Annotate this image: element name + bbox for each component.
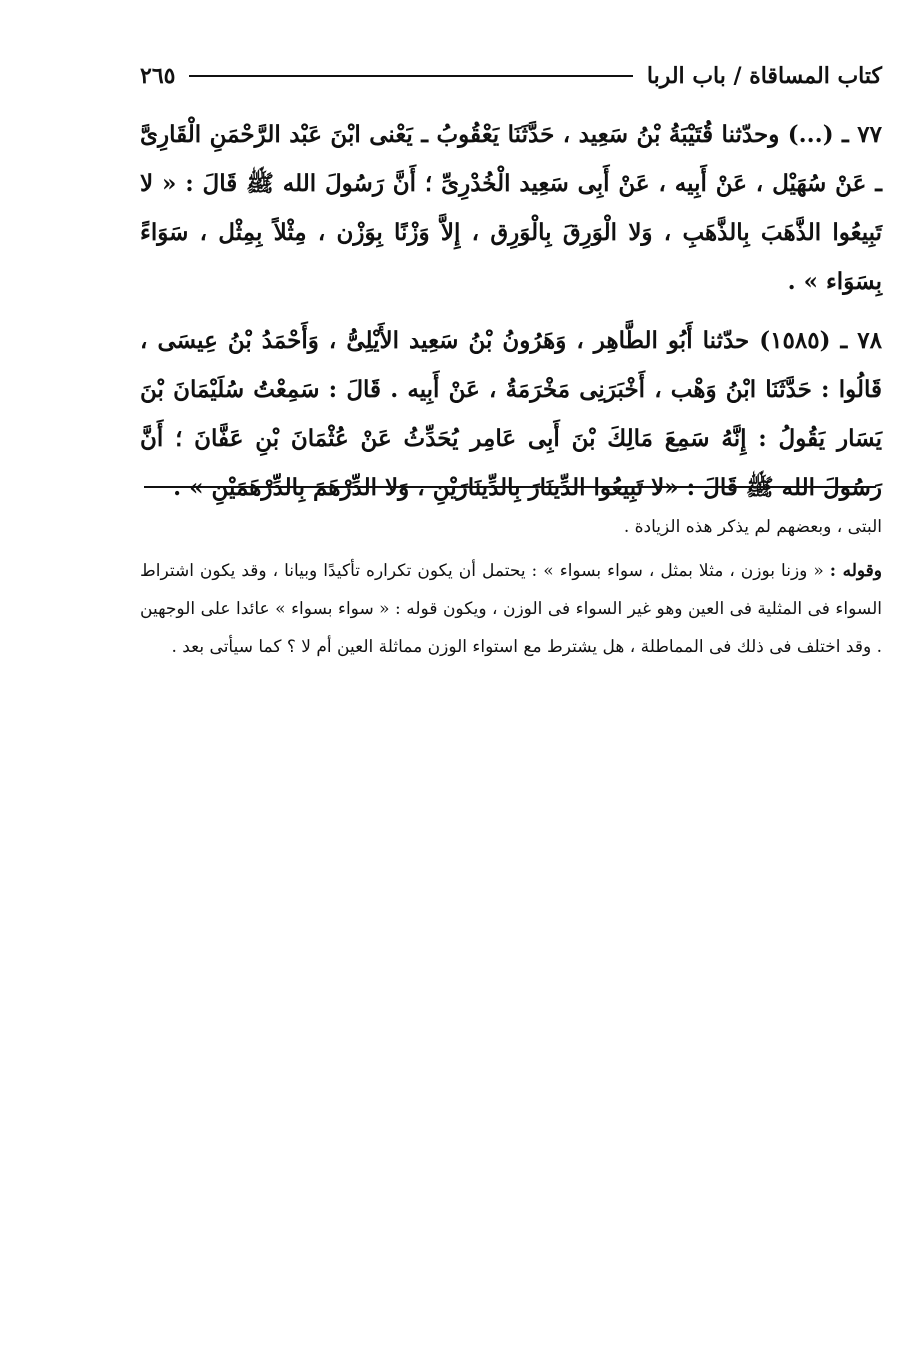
footnote-separator [144,486,876,488]
commentary-body: « وزنا بوزن ، مثلا بمثل ، سواء بسواء » : يحتمل أن يكون تكراره تأكيدًا وبيانا ، وقد يكون اشتراط السواء فى المثلية فى العين وهو غير السواء فى الوزن ، ويكون قوله : « سواء بسواء » عائدا على الوجهين . وقد اختلف فى ذلك فى المماطلة ، هل يشترط مع استواء الوزن مماثلة العين أم لا ؟ كما سيأتى بعد . [140,561,882,657]
header-rule [189,75,632,77]
running-title: كتاب المساقاة / باب الربا [646,63,882,89]
commentary-line-1: البتى ، وبعضهم لم يذكر هذه الزيادة . [623,517,882,537]
commentary-block [140,508,882,672]
hadith-78: ٧٨ ـ (١٥٨٥) حدّثنا أَبُو الطَّاهِر ، وَهَرُونُ بْنُ سَعِيد الأَيْلِىُّ ، وَأَحْمَدُ بْنُ عِيسَى ، قَالُوا : حَدَّثَنَا ابْنُ وَهْب ، أَخْبَرَنِى مَخْرَمَةُ ، عَنْ أَبِيه . قَالَ : سَمِعْتُ سُلَيْمَانَ بْنَ يَسَار يَقُولُ : إِنَّهُ سَمِعَ مَالِكَ بْنَ أَبِى عَامِر يُحَدِّثُ عَنْ عُثْمَانَ بْنِ عَفَّانَ ؛ أَنَّ رَسُولَ الله ﷺ قَالَ : «لا تَبِيعُوا الدِّينَارَ بِالدِّينَارَيْنِ ، وَلا الدِّرْهَمَ بِالدِّرْهَمَيْنِ » . [140,327,882,501]
page-number: ٢٦٥ [140,63,176,89]
hadith-text-block [140,110,882,522]
hadith-77: ٧٧ ـ (...) وحدّثنا قُتَيْبَةُ بْنُ سَعِيد ، حَدَّثَنَا يَعْقُوبُ ـ يَعْنى ابْنَ عَبْد الرَّحْمَنِ الْقَارِىَّ ـ عَنْ سُهَيْل ، عَنْ أَبِيه ، عَنْ أَبِى سَعِيد الْخُدْرِىِّ ؛ أَنَّ رَسُولَ الله ﷺ قَالَ : « لا تَبِيعُوا الذَّهَبَ بِالذَّهَبِ ، وَلا الْوَرِقَ بِالْوَرِق ، إِلاَّ وَزْنًا بِوَزْن ، مِثْلاً بِمِثْل ، سَوَاءً بِسَوَاء » . [140,121,882,295]
page-header [140,58,882,94]
commentary-lead: وقوله : [829,561,883,581]
commentary-paragraph [140,552,882,666]
